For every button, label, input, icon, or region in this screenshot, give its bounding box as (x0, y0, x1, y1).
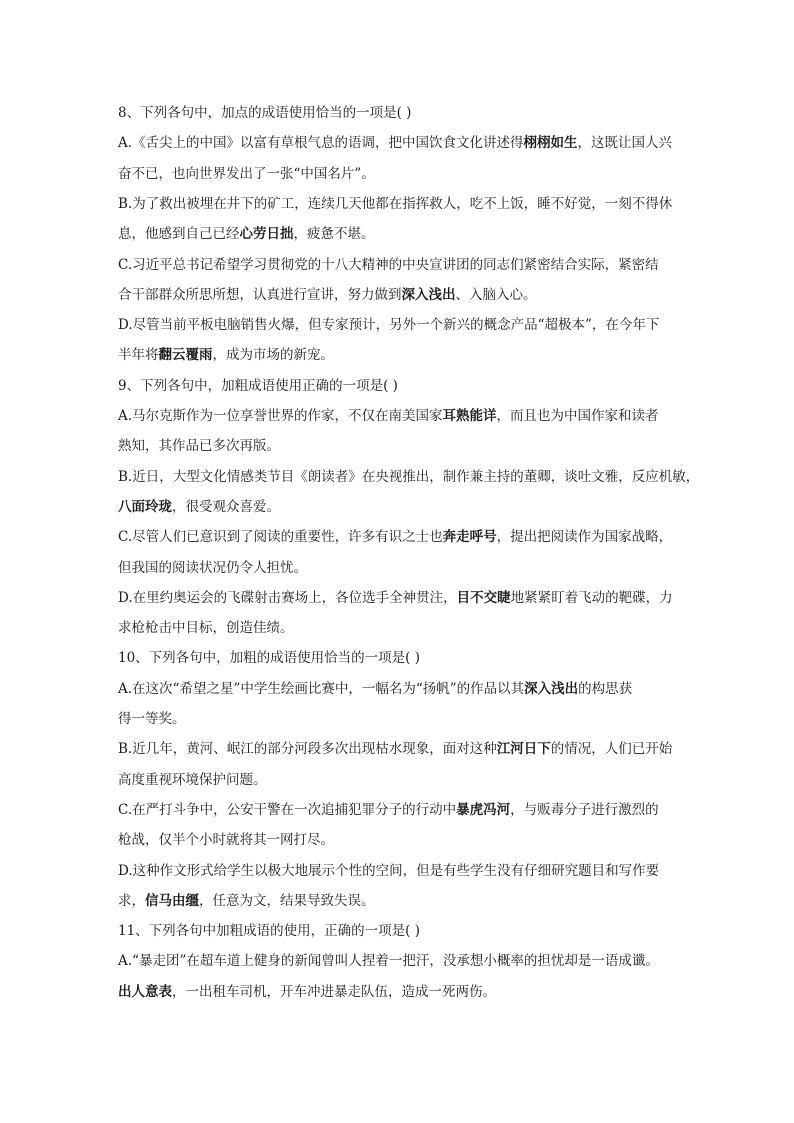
option-line (118, 709, 186, 729)
option-text: D.这种作文形式给学生以极大地展示个性的空间，但是有些学生没有仔细研究题目和写作要 (118, 862, 660, 879)
option-text: 奋不已，也向世界发出了一张“中国名片”。 (118, 165, 375, 182)
option-text: C.在严打斗争中，公安干警在一次追捕犯罪分子的行动中 (118, 801, 457, 818)
option-text: B.为了救出被埋在井下的矿工，连续几天他都在指挥救人，吃不上饭，睡不好觉，一刻不得休 (118, 195, 673, 212)
option-line (118, 739, 672, 759)
option-line (118, 951, 659, 971)
option-text: D.在里约奥运会的飞碟射击赛场上，各位选手全神贯注， (118, 589, 457, 606)
question-stem: 9、下列各句中，加粗成语使用正确的一项是( ) (118, 377, 398, 394)
option-text: 半年将 (118, 347, 159, 364)
option-line (118, 467, 699, 487)
option-text: B.近日，大型文化情感类节目《朗读者》在央视推出，制作兼主持的董卿，谈吐文雅，反应机敏， (118, 468, 700, 485)
option-text: 高度重视环境保护问题。 (118, 771, 267, 788)
option-text: 地紧紧盯着飞动的靶碟，力 (510, 589, 673, 606)
idiom-bold: 耳熟能详 (442, 408, 497, 424)
option-text: A.在这次“希望之星”中学生绘画比赛中，一幅名为“扬帆”的作品以其 (118, 680, 525, 697)
option-line (118, 315, 659, 335)
idiom-bold: 心劳日拙 (239, 226, 294, 243)
option-text: C.尽管人们已意识到了阅读的重要性，许多有识之士也 (118, 529, 443, 546)
option-line (118, 679, 632, 699)
option-line (118, 194, 672, 214)
question-stem: 10、下列各句中，加粗的成语使用恰当的一项是( ) (118, 650, 421, 667)
option-text: ，成为市场的新宠。 (212, 347, 334, 364)
option-text: 求枪枪击中目标，创造佳绩。 (118, 620, 294, 637)
option-text: ，疲惫不堪。 (293, 226, 375, 243)
option-line (118, 558, 307, 578)
idiom-bold: 栩栩如生 (523, 135, 578, 152)
option-line (118, 345, 334, 365)
option-text: 得一等奖。 (118, 711, 186, 727)
idiom-bold: 信马由缰 (145, 892, 199, 909)
option-text: 合干部群众所思所想，认真进行宣讲，努力做到 (118, 286, 402, 303)
option-line (118, 133, 672, 153)
option-text: ，而且也为中国作家和读者 (496, 408, 659, 424)
idiom-bold: 暴虎冯河 (456, 801, 511, 818)
option-text: B.近几年，黄河、岷江的部分河段多次出现枯水现象，面对这种 (118, 741, 497, 758)
option-text: 、入脑入心。 (455, 286, 537, 303)
option-text: 熟知，其作品已多次再版。 (118, 438, 280, 455)
idiom-bold: 出人意表 (118, 983, 172, 1000)
option-text: ，这既让国人兴 (577, 135, 673, 152)
option-line (118, 224, 375, 244)
idiom-bold: 翻云覆雨 (158, 347, 213, 364)
idiom-bold: 深入浅出 (401, 286, 456, 303)
option-text: A.“暴走团”在超车道上健身的新闻曾叫人捏着一把汗，没承想小概率的担忧却是一语成谶。 (118, 953, 659, 970)
option-text: 枪战，仅半个小时就将其一网打尽。 (118, 832, 334, 849)
option-line (118, 891, 375, 911)
option-line (118, 255, 659, 275)
question-stem: 11、下列各句中加粗成语的使用，正确的一项是( ) (118, 923, 421, 940)
option-line (118, 406, 659, 426)
option-line (118, 588, 673, 608)
option-line (118, 164, 375, 184)
idiom-bold: 奔走呼号 (442, 529, 497, 546)
option-line (118, 285, 537, 305)
question-stem: 8、下列各句中，加点的成语使用恰当的一项是( ) (118, 105, 412, 121)
option-text: ，提出把阅读作为国家战略， (496, 529, 673, 546)
option-text: 的构思获 (578, 680, 633, 697)
option-text: 求， (118, 892, 145, 909)
option-line (118, 830, 334, 850)
option-text: C.习近平总书记希望学习贯彻党的十八大精神的中央宣讲团的同志们紧密结合实际，紧密结 (118, 256, 659, 273)
option-line (118, 436, 280, 456)
option-text: ，与贩毒分子进行激烈的 (510, 801, 659, 818)
option-text: ，一出租车司机，开车冲进暴走队伍，造成一死两伤。 (172, 983, 496, 1000)
option-line (118, 618, 294, 638)
option-text: 的情况，人们已开始 (550, 741, 673, 758)
option-text: A.马尔克斯作为一位享誉世界的作家，不仅在南美国家 (118, 408, 443, 424)
option-text: A.《舌尖上的中国》以富有草根气息的语调，把中国饮食文化讲述得 (118, 135, 524, 152)
option-text: D.尽管当前平板电脑销售火爆，但专家预计，另外一个新兴的概念产品“超极本”，在今年下 (118, 317, 660, 334)
option-text: ，很受观众喜爱。 (172, 498, 280, 515)
idiom-bold: 八面玲珑 (118, 498, 172, 515)
option-text: 息，他感到自己已经 (118, 226, 240, 243)
option-text: ，任意为文，结果导致失误。 (199, 892, 375, 909)
option-line (118, 770, 267, 790)
option-line (118, 982, 496, 1002)
option-line (118, 800, 659, 820)
option-line (118, 527, 672, 547)
idiom-bold: 目不交睫 (456, 589, 511, 606)
option-line (118, 497, 280, 517)
option-text: 但我国的阅读状况仍令人担忧。 (118, 559, 307, 576)
idiom-bold: 深入浅出 (524, 680, 579, 697)
idiom-bold: 江河日下 (496, 741, 551, 758)
option-line (118, 861, 659, 881)
